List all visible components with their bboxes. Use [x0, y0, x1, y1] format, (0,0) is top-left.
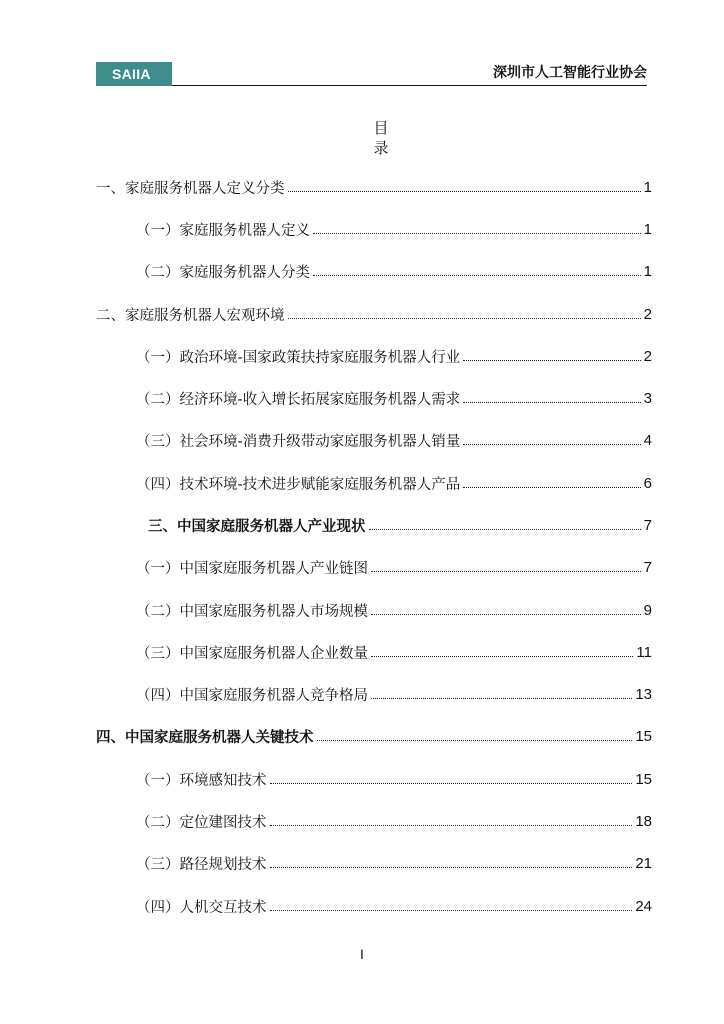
toc-entry-text: 一、家庭服务机器人定义分类: [96, 180, 285, 197]
toc-entry-text: （四）人机交互技术: [136, 899, 267, 916]
toc-title: 目录: [373, 119, 389, 157]
toc-entry-page: 7: [643, 516, 652, 534]
toc-entry[interactable]: [136, 377, 652, 419]
toc-entry-page: 1: [643, 262, 652, 280]
toc-entry-page: 13: [635, 685, 652, 703]
toc-entry-text: （四）中国家庭服务机器人竞争格局: [136, 687, 368, 704]
toc-leader-dots: [270, 811, 633, 826]
toc-entry-text: （四）技术环境-技术进步赋能家庭服务机器人产品: [136, 476, 461, 493]
toc-leader-dots: [313, 261, 641, 276]
toc-entry[interactable]: [96, 293, 652, 335]
toc-entry-page: 2: [643, 305, 652, 323]
toc-entry[interactable]: [136, 885, 652, 927]
toc-entry-text: 三、中国家庭服务机器人产业现状: [148, 518, 366, 535]
toc-entry[interactable]: [96, 166, 652, 208]
toc-entry[interactable]: [136, 631, 652, 673]
toc-entry-page: 18: [635, 812, 652, 830]
toc-leader-dots: [371, 684, 632, 699]
toc-entry-page: 6: [643, 474, 652, 492]
toc-entry-page: 3: [643, 389, 652, 407]
toc-entry-text: （一）政治环境-国家政策扶持家庭服务机器人行业: [136, 349, 461, 366]
toc-leader-dots: [270, 853, 633, 868]
toc-entry-text: （二）家庭服务机器人分类: [136, 264, 310, 281]
toc-leader-dots: [371, 557, 641, 572]
toc-leader-dots: [270, 769, 633, 784]
toc-entry[interactable]: [136, 842, 652, 884]
toc-leader-dots: [463, 388, 640, 403]
header-rule: [172, 85, 647, 87]
toc-entry[interactable]: [136, 589, 652, 631]
toc-entry-page: 21: [635, 854, 652, 872]
toc-leader-dots: [371, 642, 633, 657]
toc-entry[interactable]: [136, 673, 652, 715]
toc-entry[interactable]: [136, 250, 652, 292]
toc-entry[interactable]: [136, 462, 652, 504]
toc-leader-dots: [463, 346, 640, 361]
toc-entry[interactable]: [96, 504, 652, 546]
toc-entry-page: 24: [635, 897, 652, 915]
toc-entry-page: 7: [643, 558, 652, 576]
toc-entry-text: 二、家庭服务机器人宏观环境: [96, 307, 285, 324]
toc-entry-page: 4: [643, 431, 652, 449]
toc-entry-page: 2: [643, 347, 652, 365]
toc-leader-dots: [369, 515, 641, 530]
toc-entry-page: 1: [643, 178, 652, 196]
toc-entry-page: 9: [643, 601, 652, 619]
toc-entry-page: 15: [635, 727, 652, 745]
toc-entry[interactable]: [136, 335, 652, 377]
toc-leader-dots: [317, 726, 633, 741]
toc-entry[interactable]: [136, 758, 652, 800]
toc-leader-dots: [371, 600, 641, 615]
toc-entry[interactable]: [136, 546, 652, 588]
organization-name: 深圳市人工智能行业协会: [493, 65, 647, 81]
toc-entry-page: 1: [643, 220, 652, 238]
toc-entry-page: 15: [635, 770, 652, 788]
toc-leader-dots: [288, 304, 641, 319]
toc-entry[interactable]: [136, 419, 652, 461]
toc-leader-dots: [313, 219, 641, 234]
saiia-logo: SAIIA: [96, 62, 172, 86]
toc-entry-text: （二）经济环境-收入增长拓展家庭服务机器人需求: [136, 391, 461, 408]
toc-entry-text: （三）社会环境-消费升级带动家庭服务机器人销量: [136, 433, 461, 450]
toc-entry-text: （一）环境感知技术: [136, 772, 267, 789]
toc-entry[interactable]: [136, 800, 652, 842]
toc-entry-text: （二）中国家庭服务机器人市场规模: [136, 603, 368, 620]
toc-leader-dots: [270, 896, 633, 911]
toc-entry-text: （一）家庭服务机器人定义: [136, 222, 310, 239]
toc-entry-text: （三）路径规划技术: [136, 856, 267, 873]
toc-leader-dots: [288, 177, 641, 192]
toc-entry-text: （三）中国家庭服务机器人企业数量: [136, 645, 368, 662]
toc-entry[interactable]: [136, 208, 652, 250]
toc-leader-dots: [463, 430, 640, 445]
toc-leader-dots: [463, 473, 640, 488]
toc-entry-page: 11: [636, 643, 652, 661]
toc-entry[interactable]: [96, 715, 652, 757]
toc-entry-text: （二）定位建图技术: [136, 814, 267, 831]
toc-entry-text: 四、中国家庭服务机器人关键技术: [96, 729, 314, 746]
page-header: [96, 62, 647, 86]
toc-entry-text: （一）中国家庭服务机器人产业链图: [136, 560, 368, 577]
page-number: I: [360, 946, 364, 962]
